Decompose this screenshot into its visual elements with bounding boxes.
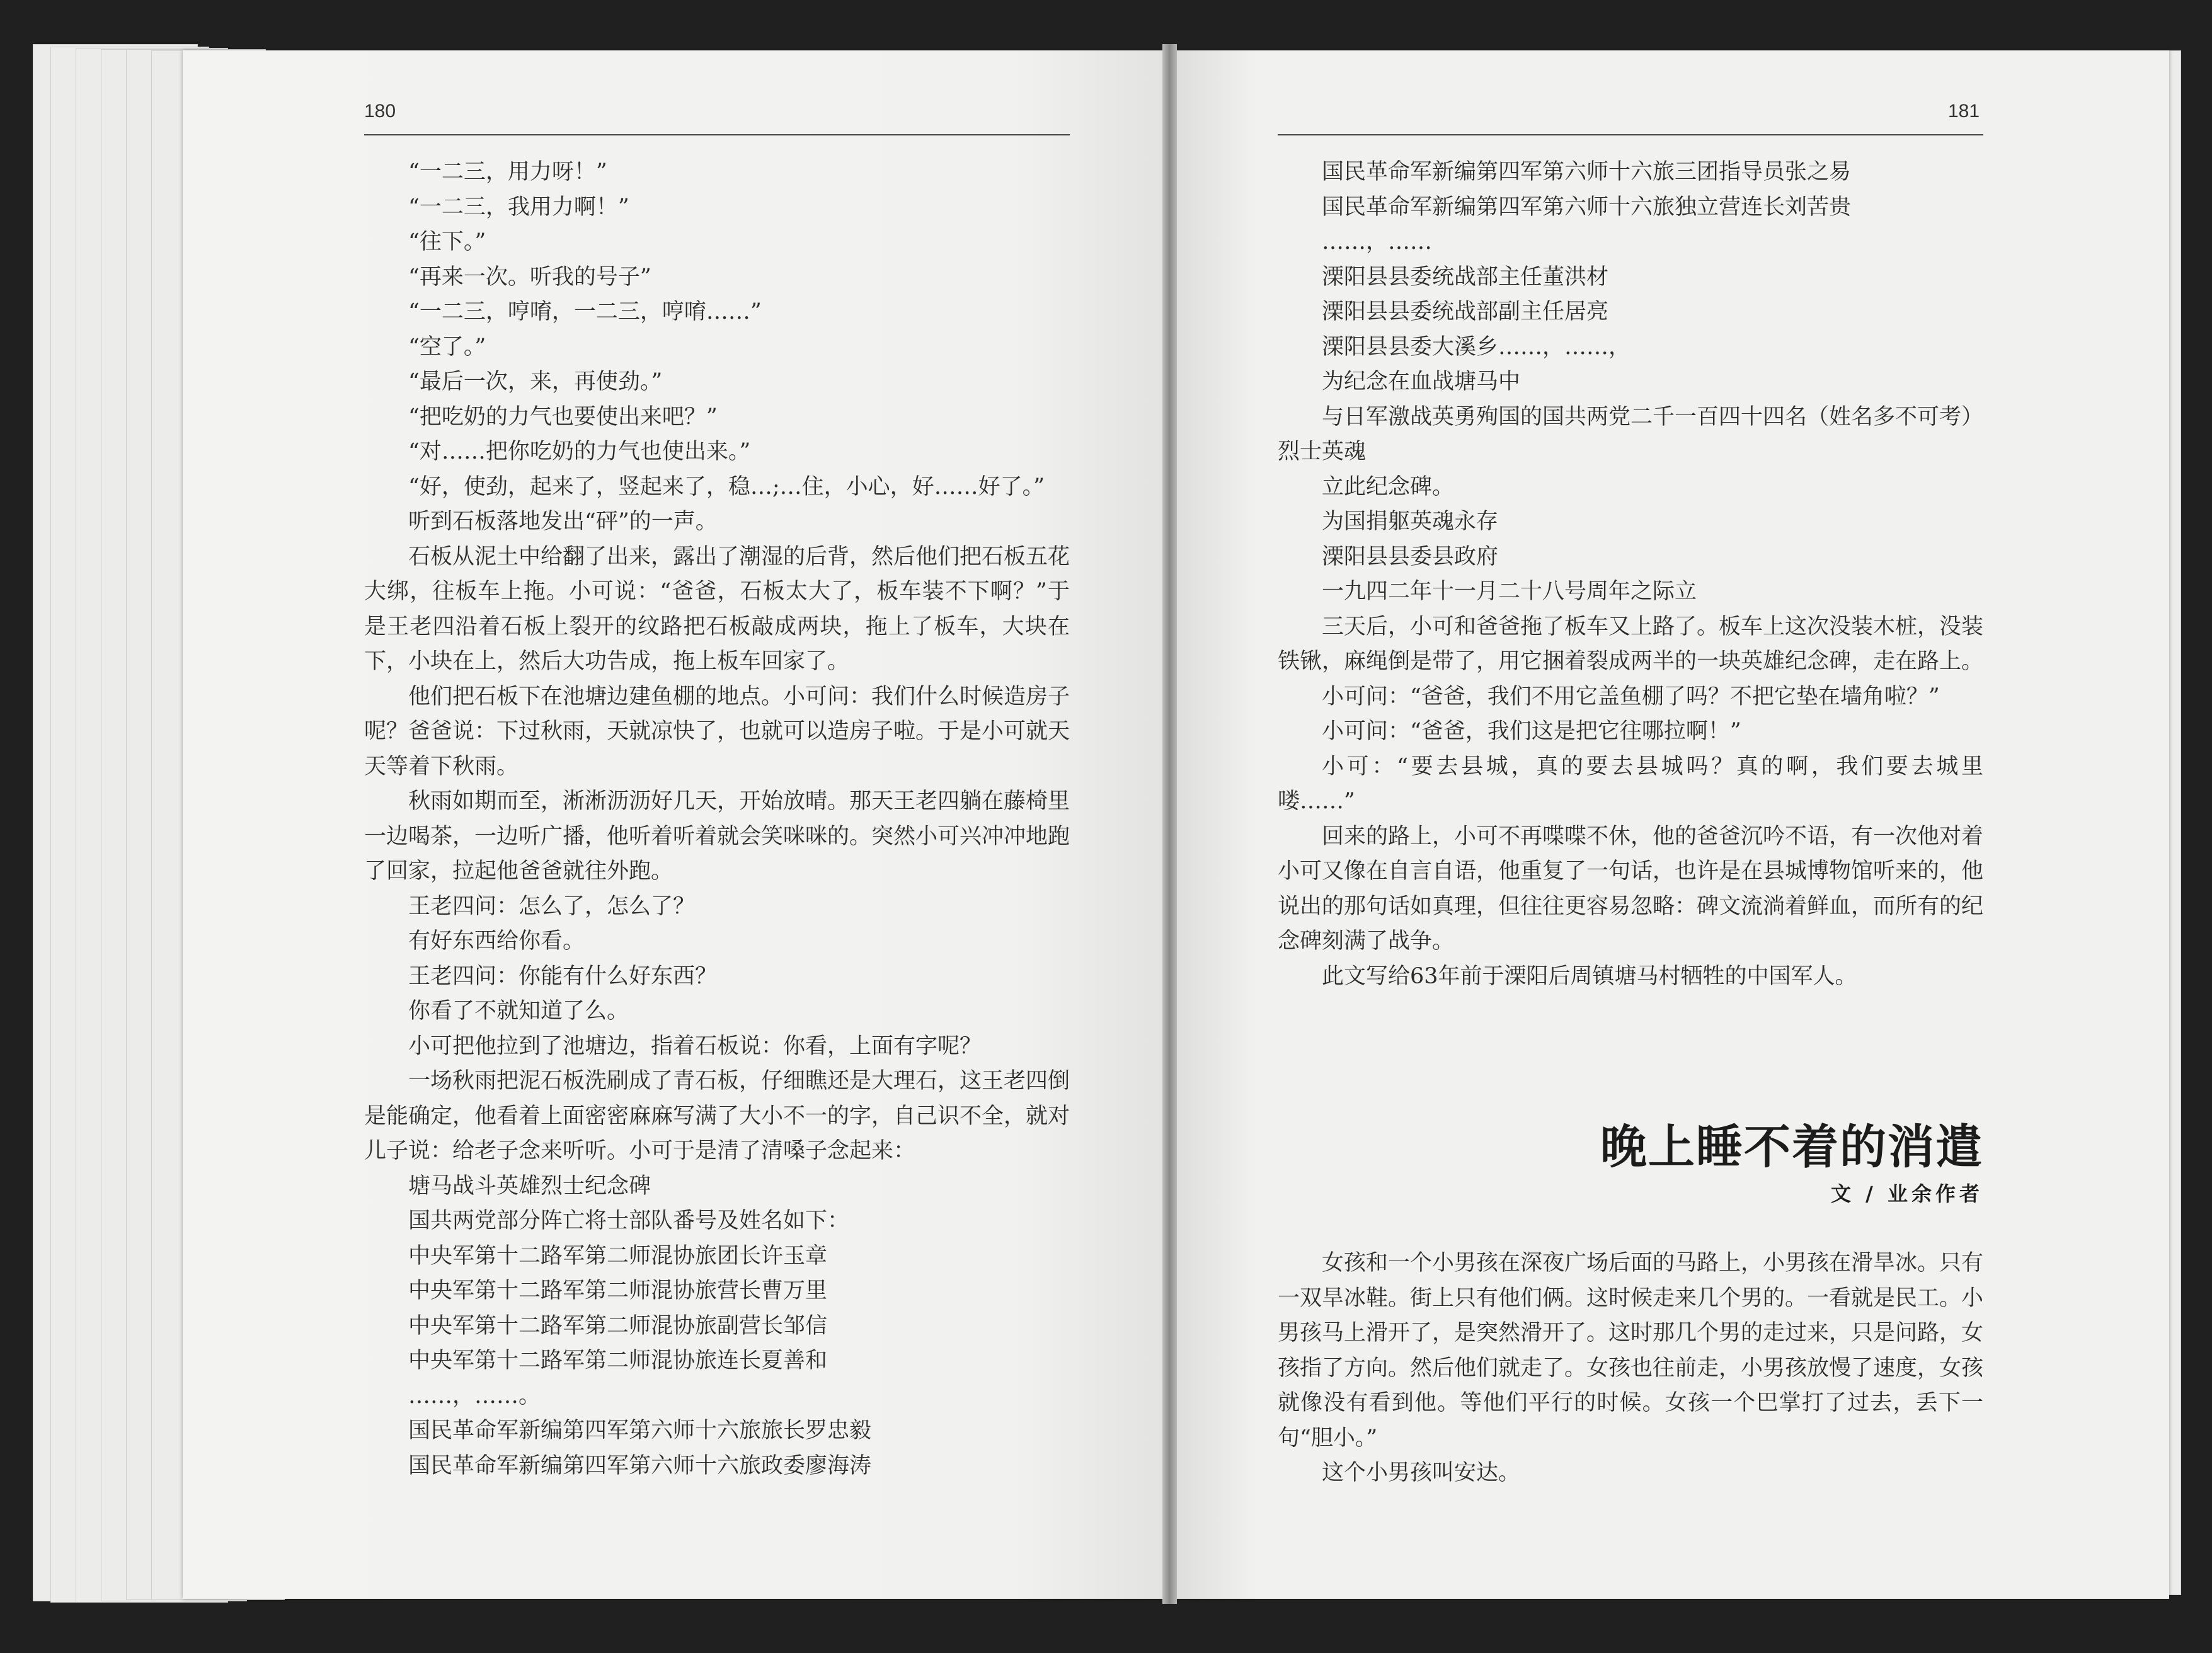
right-page-body	[1278, 155, 1983, 994]
paragraph: 中央军第十二路军第二师混协旅营长曹万里	[408, 1278, 828, 1303]
article-byline: 文 / 业余作者	[1831, 1182, 1983, 1206]
paragraph: ……，……。	[408, 1383, 541, 1409]
paragraph: 有好东西给你看。	[408, 929, 585, 954]
paragraph: 一九四二年十一月二十八号周年之际立	[1322, 579, 1697, 604]
right-header-rule	[1278, 134, 1983, 135]
paragraph: “对……把你吃奶的力气也使出来。”	[408, 439, 751, 464]
paragraph: ……，……	[1322, 229, 1433, 255]
paragraph: “再来一次。听我的号子”	[408, 264, 651, 290]
paragraph: 小可问：“爸爸，我们这是把它往哪拉啊！”	[1322, 719, 1741, 744]
paragraph: 国民革命军新编第四军第六师十六旅独立营连长刘苦贵	[1322, 194, 1852, 220]
paragraph: “一二三，哼唷，一二三，哼唷……”	[408, 299, 762, 324]
paragraph: “空了。”	[408, 334, 486, 360]
right-page-number: 181	[1948, 101, 1980, 122]
paragraph: 秋雨如期而至，淅淅沥沥好几天，开始放晴。那天王老四躺在藤椅里一边喝茶，一边听广播，他听着听着就会笑咪咪的。突然小可兴冲冲地跑了回家，拉起他爸爸就往外跑。	[364, 789, 1070, 884]
paragraph: 溧阳县县委大溪乡……，……，	[1322, 334, 1631, 360]
paragraph: 他们把石板下在池塘边建鱼棚的地点。小可问：我们什么时候造房子呢？爸爸说：下过秋雨，天就凉快了，也就可以造房子啦。于是小可就天天等着下秋雨。	[364, 684, 1070, 779]
paragraph: 听到石板落地发出“砰”的一声。	[408, 509, 718, 534]
paragraph: “好，使劲，起来了，竖起来了，稳…;…住，小心，好……好了。”	[408, 474, 1045, 500]
paragraph: 溧阳县县委统战部副主任居亮	[1322, 299, 1609, 324]
left-header-rule	[364, 134, 1070, 135]
paragraph: 为国捐躯英魂永存	[1322, 509, 1499, 534]
paragraph: 中央军第十二路军第二师混协旅团长许玉章	[408, 1243, 828, 1269]
paragraph: 此文写给63年前于溧阳后周镇塘马村牺牲的中国军人。	[1322, 963, 1857, 989]
article-title: 晚上睡不着的消遣	[1600, 1120, 1983, 1174]
paragraph: 立此纪念碑。	[1322, 474, 1455, 500]
paragraph: 小可把他拉到了池塘边，指着石板说：你看，上面有字呢？	[408, 1033, 982, 1059]
paragraph: 中央军第十二路军第二师混协旅副营长邹信	[408, 1313, 828, 1339]
page-stack-edge	[2167, 50, 2181, 1595]
paragraph: 女孩和一个小男孩在深夜广场后面的马路上，小男孩在滑旱冰。只有一双旱冰鞋。街上只有他们俩。这时候走来几个男的。一看就是民工。小男孩马上滑开了，是突然滑开了。这时那几个男的走过来，只是问路，女孩指了方向。然后他们就走了。女孩也往前走，小男孩放慢了速度，女孩就像没有看到他。等他们平行的时候。女孩一个巴掌打了过去，丢下一句“胆小。”	[1278, 1250, 1984, 1451]
paragraph: 三天后，小可和爸爸拖了板车又上路了。板车上这次没装木桩，没装铁锹，麻绳倒是带了，用它捆着裂成两半的一块英雄纪念碑，走在路上。	[1278, 614, 1984, 674]
paragraph: 国民革命军新编第四军第六师十六旅政委廖海涛	[408, 1453, 872, 1479]
paragraph: 这个小男孩叫安达。	[1322, 1460, 1521, 1485]
left-page-number: 180	[364, 101, 396, 122]
article-body	[1278, 1246, 1983, 1491]
book-gutter	[1162, 44, 1177, 1604]
paragraph: 回来的路上，小可不再喋喋不休，他的爸爸沉吟不语，有一次他对着小可又像在自言自语，他重复了一句话，也许是在县城博物馆听来的，他说出的那句话如真理，但往往更容易忽略：碑文流淌着鲜血，而所有的纪念碑刻满了战争。	[1278, 823, 1984, 954]
left-page-body	[364, 155, 1070, 1484]
paragraph: 小可：“要去县城，真的要去县城吗？真的啊，我们要去城里喽……”	[1278, 753, 1983, 814]
paragraph: 与日军激战英勇殉国的国共两党二千一百四十四名（姓名多不可考）烈士英魂	[1278, 404, 1984, 464]
paragraph: 塘马战斗英雄烈士纪念碑	[408, 1173, 651, 1199]
paragraph: “最后一次，来，再使劲。”	[408, 369, 663, 394]
paragraph: 中央军第十二路军第二师混协旅连长夏善和	[408, 1348, 828, 1373]
paragraph: “一二三，我用力啊！”	[408, 194, 629, 220]
paragraph: 王老四问：怎么了，怎么了？	[408, 893, 696, 919]
paragraph: 石板从泥土中给翻了出来，露出了潮湿的后背，然后他们把石板五花大绑，往板车上拖。小可说：“爸爸，石板太大了，板车装不下啊？”于是王老四沿着石板上裂开的纹路把石板敲成两块，拖上了板车，大块在下，小块在上，然后大功告成，拖上板车回家了。	[364, 544, 1070, 674]
paragraph: 国民革命军新编第四军第六师十六旅三团指导员张之易	[1322, 159, 1852, 185]
paragraph: 王老四问：你能有什么好东西？	[408, 963, 718, 989]
paragraph: “往下。”	[408, 229, 486, 255]
paragraph: 你看了不就知道了么。	[408, 998, 629, 1024]
paragraph: “一二三，用力呀！”	[408, 159, 607, 185]
paragraph: “把吃奶的力气也要使出来吧？”	[408, 404, 718, 430]
paragraph: 为纪念在血战塘马中	[1322, 369, 1521, 394]
paragraph: 溧阳县县委统战部主任董洪材	[1322, 264, 1609, 290]
paragraph: 国民革命军新编第四军第六师十六旅旅长罗忠毅	[408, 1418, 872, 1443]
paragraph: 国共两党部分阵亡将士部队番号及姓名如下：	[408, 1208, 850, 1233]
paragraph: 溧阳县县委县政府	[1322, 544, 1499, 569]
paragraph: 一场秋雨把泥石板洗刷成了青石板，仔细瞧还是大理石，这王老四倒是能确定，他看着上面密密麻麻写满了大小不一的字，自己识不全，就对儿子说：给老子念来听听。小可于是清了清嗓子念起来：	[364, 1068, 1070, 1164]
paragraph: 小可问：“爸爸，我们不用它盖鱼棚了吗？不把它垫在墙角啦？”	[1322, 684, 1940, 709]
